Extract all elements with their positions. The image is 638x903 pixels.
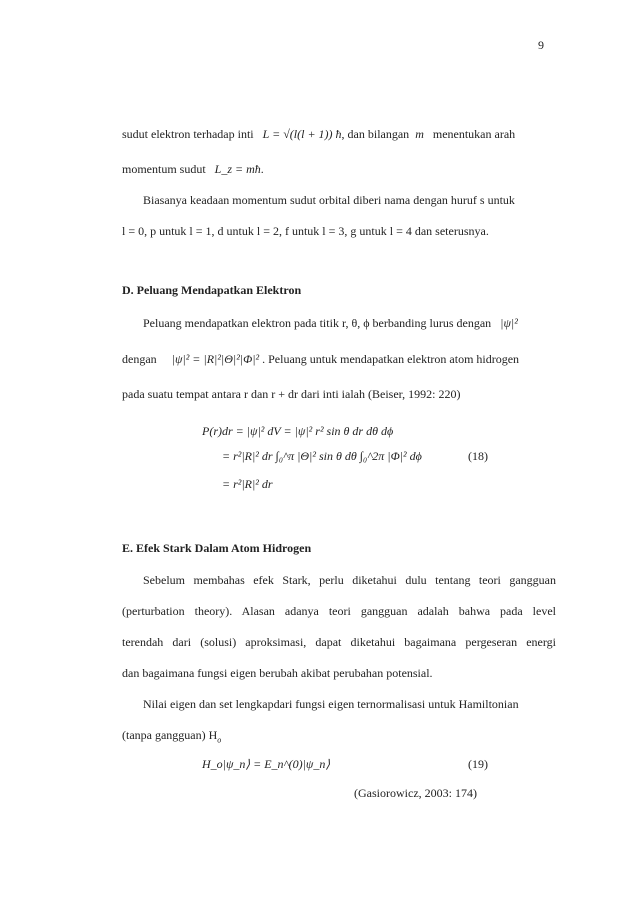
equation-19: H_o|ψ_n⟩ = E_n^(0)|ψ_n⟩	[202, 757, 331, 771]
section-d-heading: D. Peluang Mendapatkan Elektron	[122, 283, 302, 297]
psi-squared: |ψ|²	[500, 316, 518, 330]
paragraph-2-line-2: l = 0, p untuk l = 1, d untuk l = 2, f untuk l = 3, g untuk l = 4 dan seterusnya.	[122, 224, 489, 238]
text-segment: , dan bilangan	[341, 127, 410, 141]
section-e-line-2: (perturbation theory). Alasan adanya teori gangguan adalah bahwa pada level	[122, 604, 556, 618]
equation-18-line-1: P(r)dr = |ψ|² dV = |ψ|² r² sin θ dr dθ dϕ	[202, 424, 394, 438]
symbol-m: m	[415, 127, 424, 141]
equation-18-line-3: = r²|R|² dr	[222, 477, 273, 491]
text-segment: .	[260, 162, 264, 176]
text-segment: Peluang mendapatkan elektron pada titik r, θ, ϕ berbanding lurus dengan	[143, 316, 492, 330]
text-segment: (tanpa gangguan) H	[122, 728, 218, 742]
section-e-line-6	[122, 728, 556, 745]
section-e-heading: E. Efek Stark Dalam Atom Hidrogen	[122, 541, 312, 555]
text-segment: momentum sudut	[122, 162, 206, 176]
section-e-line-4: dan bagaimana fungsi eigen berubah akibat perubahan potensial.	[122, 666, 433, 680]
section-e-line-3: terendah dari (solusi) aproksimasi, dapat diketahui bagaimana pergeseran energi	[122, 635, 556, 649]
section-e-line-1: Sebelum membahas efek Stark, perlu diketahui dulu tentang teori gangguan	[143, 573, 556, 587]
equation-18-number: (18)	[468, 449, 488, 463]
paragraph-1-line-2	[122, 162, 556, 176]
text-segment: . Peluang untuk mendapatkan elektron atom hidrogen	[262, 352, 520, 366]
page-number: 9	[538, 38, 544, 52]
section-e-line-5: Nilai eigen dan set lengkapdari fungsi eigen ternormalisasi untuk Hamiltonian	[143, 697, 519, 711]
section-d-line-1	[143, 316, 556, 330]
equation-19-number: (19)	[468, 757, 488, 771]
citation: (Gasiorowicz, 2003: 174)	[354, 786, 477, 800]
text-segment: menentukan arah	[432, 127, 516, 141]
paragraph-2-line-1: Biasanya keadaan momentum sudut orbital diberi nama dengan huruf s untuk	[143, 193, 515, 207]
psi-separation-equation: |ψ|² = |R|²|Θ|²|Φ|²	[171, 352, 260, 366]
lz-equation: L_z = mħ	[214, 162, 261, 176]
equation-18-line-2: = r²|R|² dr ∫₀^π |Θ|² sin θ dθ ∫₀^2π |Φ|² dϕ	[222, 449, 422, 463]
section-d-line-3: pada suatu tempat antara r dan r + dr dari inti ialah (Beiser, 1992: 220)	[122, 387, 461, 401]
paragraph-1-line-1	[122, 127, 556, 141]
angular-momentum-equation: L = √(l(l + 1)) ħ	[262, 127, 342, 141]
text-segment: sudut elektron terhadap inti	[122, 127, 254, 141]
subscript-o: o	[217, 735, 222, 745]
section-d-line-2	[122, 352, 556, 366]
text-segment: dengan	[122, 352, 157, 366]
